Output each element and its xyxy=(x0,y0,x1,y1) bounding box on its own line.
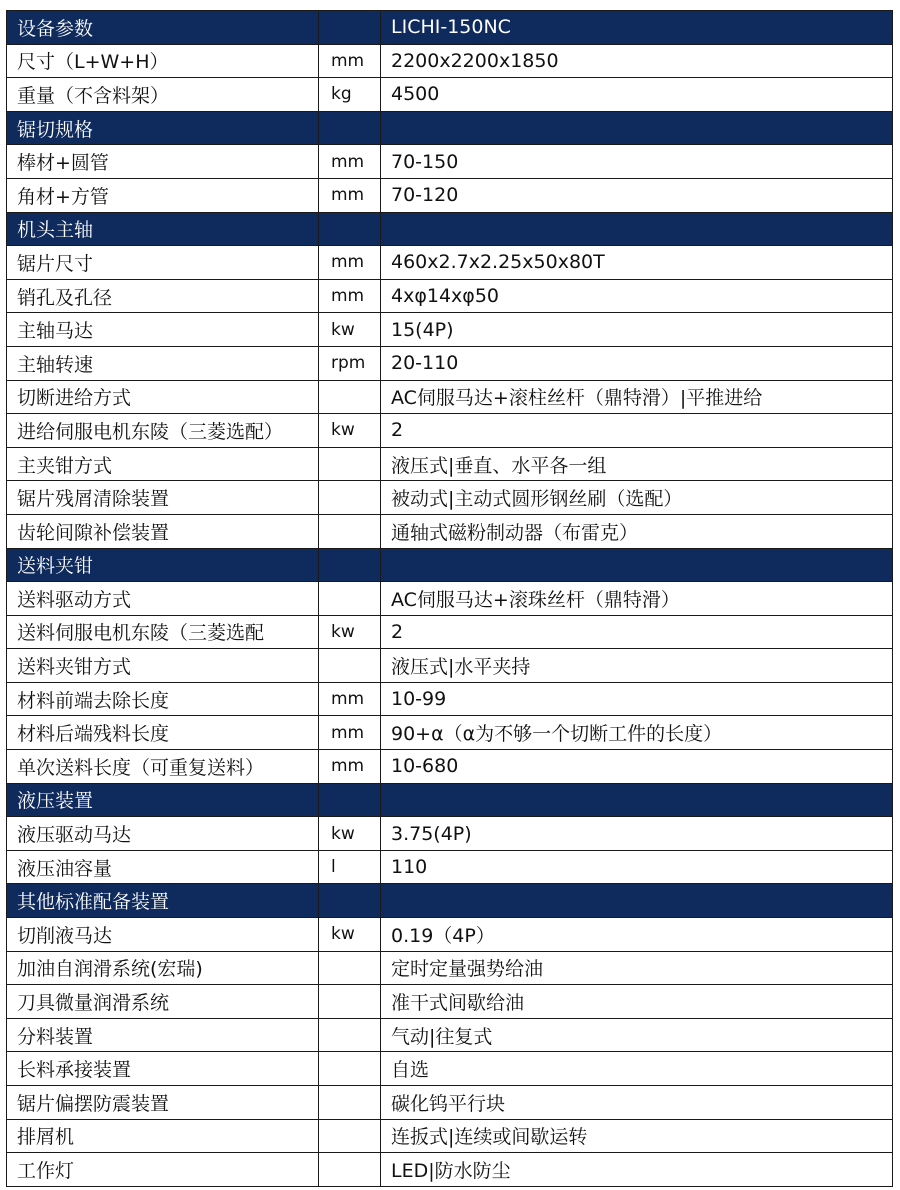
spec-label: 齿轮间隙补偿装置 xyxy=(7,514,319,548)
spec-row xyxy=(7,1052,893,1086)
spec-unit xyxy=(319,951,381,985)
spec-unit: mm xyxy=(319,750,381,784)
spec-value: 4500 xyxy=(381,78,893,112)
spec-row xyxy=(7,447,893,481)
spec-table xyxy=(6,10,893,1187)
section-unit-cell xyxy=(319,884,381,918)
spec-label: 长料承接装置 xyxy=(7,1052,319,1086)
spec-row xyxy=(7,1119,893,1153)
spec-value: 20-110 xyxy=(381,346,893,380)
section-header-row xyxy=(7,212,893,246)
spec-row xyxy=(7,649,893,683)
spec-row xyxy=(7,817,893,851)
section-unit-cell xyxy=(319,111,381,145)
spec-value: 气动|往复式 xyxy=(381,1018,893,1052)
spec-row xyxy=(7,346,893,380)
spec-row xyxy=(7,985,893,1019)
spec-label: 材料前端去除长度 xyxy=(7,682,319,716)
spec-label: 材料后端残料长度 xyxy=(7,716,319,750)
spec-label: 主夹钳方式 xyxy=(7,447,319,481)
spec-value: 460x2.7x2.25x50x80T xyxy=(381,246,893,280)
spec-unit: mm xyxy=(319,178,381,212)
spec-value: 2200x2200x1850 xyxy=(381,44,893,78)
spec-label: 排屑机 xyxy=(7,1119,319,1153)
spec-value: 液压式|水平夹持 xyxy=(381,649,893,683)
spec-row xyxy=(7,615,893,649)
spec-value: 0.19（4P） xyxy=(381,918,893,952)
spec-unit xyxy=(319,481,381,515)
spec-row xyxy=(7,178,893,212)
spec-value: AC伺服马达+滚珠丝杆（鼎特滑） xyxy=(381,582,893,616)
header-label: 设备参数 xyxy=(7,11,319,45)
spec-row xyxy=(7,582,893,616)
spec-label: 棒材+圆管 xyxy=(7,145,319,179)
spec-value: 3.75(4P) xyxy=(381,817,893,851)
header-model: LICHI-150NC xyxy=(381,11,893,45)
spec-value: 70-120 xyxy=(381,178,893,212)
spec-value: 15(4P) xyxy=(381,313,893,347)
spec-unit xyxy=(319,1052,381,1086)
section-title: 送料夹钳 xyxy=(7,548,319,582)
spec-row xyxy=(7,514,893,548)
spec-unit xyxy=(319,514,381,548)
spec-unit: mm xyxy=(319,246,381,280)
spec-value: 2 xyxy=(381,414,893,448)
spec-unit xyxy=(319,1018,381,1052)
spec-label: 主轴马达 xyxy=(7,313,319,347)
spec-value: 自选 xyxy=(381,1052,893,1086)
spec-unit: kw xyxy=(319,313,381,347)
spec-label: 分料装置 xyxy=(7,1018,319,1052)
spec-unit: mm xyxy=(319,716,381,750)
spec-unit xyxy=(319,1119,381,1153)
spec-unit: kw xyxy=(319,918,381,952)
spec-row xyxy=(7,78,893,112)
header-unit-cell xyxy=(319,11,381,45)
section-title: 锯切规格 xyxy=(7,111,319,145)
spec-row xyxy=(7,380,893,414)
section-unit-cell xyxy=(319,548,381,582)
spec-row xyxy=(7,481,893,515)
spec-unit xyxy=(319,447,381,481)
spec-row xyxy=(7,682,893,716)
spec-value: 准干式间歇给油 xyxy=(381,985,893,1019)
spec-table-body xyxy=(7,11,893,1187)
spec-label: 加油自润滑系统(宏瑞) xyxy=(7,951,319,985)
spec-row xyxy=(7,1018,893,1052)
spec-row xyxy=(7,750,893,784)
spec-value: 10-99 xyxy=(381,682,893,716)
spec-label: 切断进给方式 xyxy=(7,380,319,414)
spec-unit xyxy=(319,1153,381,1187)
spec-label: 刀具微量润滑系统 xyxy=(7,985,319,1019)
spec-label: 单次送料长度（可重复送料） xyxy=(7,750,319,784)
spec-unit: l xyxy=(319,850,381,884)
spec-unit xyxy=(319,380,381,414)
spec-value: 碳化钨平行块 xyxy=(381,1086,893,1120)
spec-label: 重量（不含料架） xyxy=(7,78,319,112)
table-header-row xyxy=(7,11,893,45)
spec-value: 10-680 xyxy=(381,750,893,784)
spec-label: 主轴转速 xyxy=(7,346,319,380)
spec-row xyxy=(7,313,893,347)
section-header-row xyxy=(7,783,893,817)
spec-label: 送料驱动方式 xyxy=(7,582,319,616)
section-header-row xyxy=(7,548,893,582)
section-title: 液压装置 xyxy=(7,783,319,817)
spec-row xyxy=(7,145,893,179)
section-value-cell xyxy=(381,884,893,918)
spec-unit: kw xyxy=(319,817,381,851)
spec-value: LED|防水防尘 xyxy=(381,1153,893,1187)
section-title: 其他标准配备装置 xyxy=(7,884,319,918)
spec-value: 90+α（α为不够一个切断工件的长度） xyxy=(381,716,893,750)
spec-label: 送料伺服电机东陵（三菱选配 xyxy=(7,615,319,649)
spec-unit: kg xyxy=(319,78,381,112)
spec-unit: mm xyxy=(319,682,381,716)
spec-unit: kw xyxy=(319,414,381,448)
section-header-row xyxy=(7,111,893,145)
spec-value: 110 xyxy=(381,850,893,884)
spec-value: 70-150 xyxy=(381,145,893,179)
spec-value: 4xφ14xφ50 xyxy=(381,279,893,313)
spec-label: 锯片残屑清除装置 xyxy=(7,481,319,515)
spec-row xyxy=(7,279,893,313)
spec-value: 定时定量强势给油 xyxy=(381,951,893,985)
spec-row xyxy=(7,918,893,952)
spec-value: 连扳式|连续或间歇运转 xyxy=(381,1119,893,1153)
spec-unit: mm xyxy=(319,279,381,313)
spec-row xyxy=(7,951,893,985)
spec-unit xyxy=(319,1086,381,1120)
spec-unit xyxy=(319,649,381,683)
spec-label: 液压驱动马达 xyxy=(7,817,319,851)
section-header-row xyxy=(7,884,893,918)
spec-row xyxy=(7,850,893,884)
spec-value: 通轴式磁粉制动器（布雷克） xyxy=(381,514,893,548)
spec-label: 进给伺服电机东陵（三菱选配） xyxy=(7,414,319,448)
spec-unit: kw xyxy=(319,615,381,649)
spec-label: 销孔及孔径 xyxy=(7,279,319,313)
spec-label: 送料夹钳方式 xyxy=(7,649,319,683)
spec-unit xyxy=(319,985,381,1019)
spec-label: 锯片尺寸 xyxy=(7,246,319,280)
spec-row xyxy=(7,414,893,448)
spec-value: 液压式|垂直、水平各一组 xyxy=(381,447,893,481)
spec-label: 切削液马达 xyxy=(7,918,319,952)
spec-unit: mm xyxy=(319,145,381,179)
spec-label: 角材+方管 xyxy=(7,178,319,212)
spec-unit: rpm xyxy=(319,346,381,380)
spec-label: 工作灯 xyxy=(7,1153,319,1187)
spec-label: 锯片偏摆防震装置 xyxy=(7,1086,319,1120)
spec-unit: mm xyxy=(319,44,381,78)
spec-value: AC伺服马达+滚柱丝杆（鼎特滑）|平推进给 xyxy=(381,380,893,414)
section-value-cell xyxy=(381,212,893,246)
section-unit-cell xyxy=(319,212,381,246)
spec-label: 尺寸（L+W+H） xyxy=(7,44,319,78)
section-unit-cell xyxy=(319,783,381,817)
section-title: 机头主轴 xyxy=(7,212,319,246)
spec-value: 被动式|主动式圆形钢丝刷（选配） xyxy=(381,481,893,515)
spec-row xyxy=(7,1086,893,1120)
spec-row xyxy=(7,716,893,750)
section-value-cell xyxy=(381,548,893,582)
spec-row xyxy=(7,246,893,280)
section-value-cell xyxy=(381,111,893,145)
spec-unit xyxy=(319,582,381,616)
spec-label: 液压油容量 xyxy=(7,850,319,884)
spec-row xyxy=(7,1153,893,1187)
spec-row xyxy=(7,44,893,78)
spec-value: 2 xyxy=(381,615,893,649)
section-value-cell xyxy=(381,783,893,817)
